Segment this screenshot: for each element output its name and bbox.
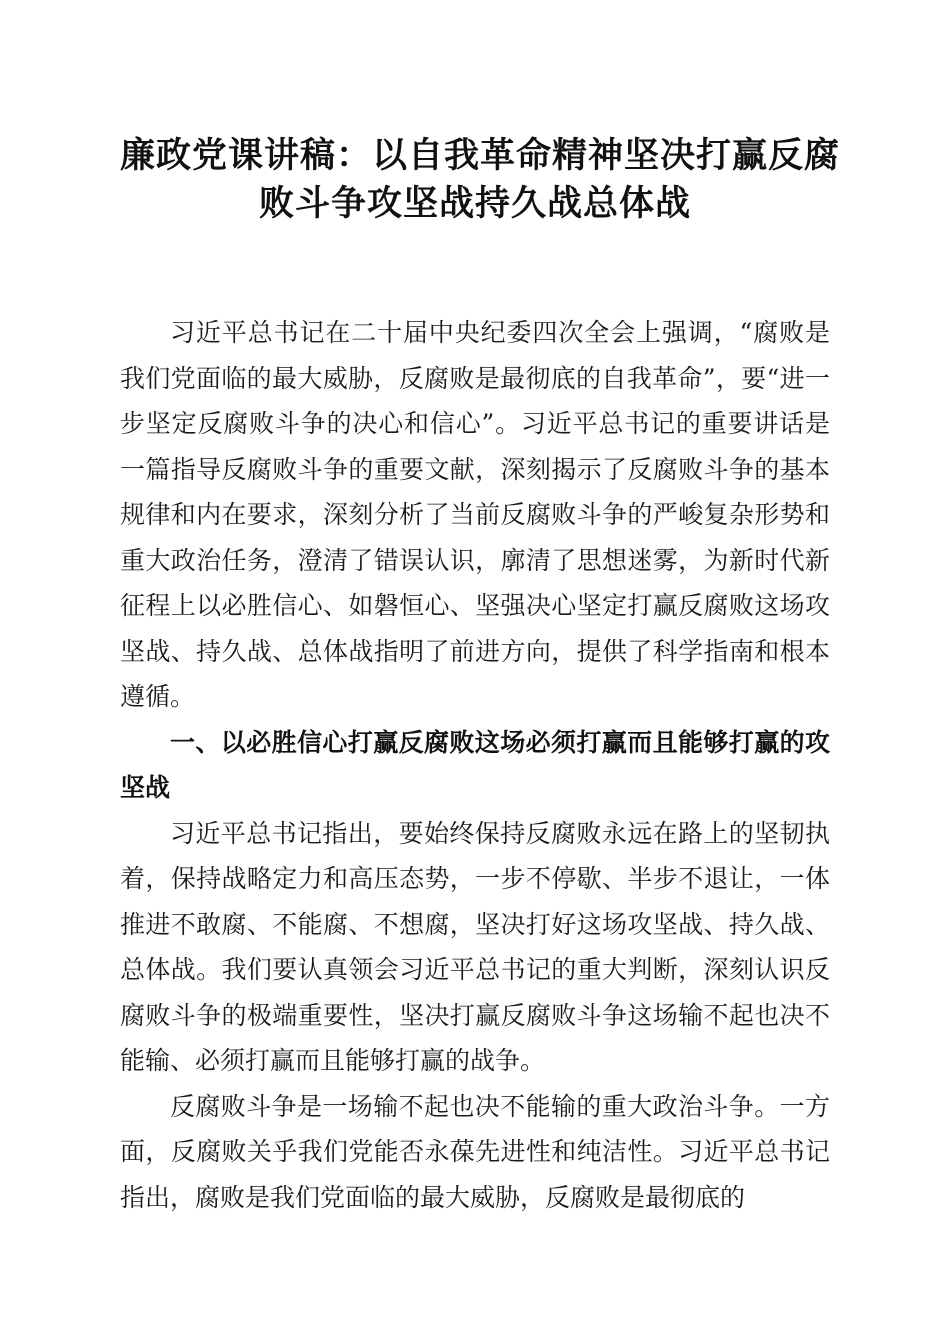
intro-paragraph: 习近平总书记在二十届中央纪委四次全会上强调，“腐败是我们党面临的最大威胁，反腐败是最彻底的自我革命”，要“进一步坚定反腐败斗争的决心和信心”。习近平总书记的重要讲话是一篇指导反腐败斗争的重要文献，深刻揭示了反腐败斗争的基本规律和内在要求，深刻分析了当前反腐败斗争的严峻复杂形势和重大政治任务，澄清了错误认识，廓清了思想迷雾，为新时代新征程上以必胜信心、如磐恒心、坚强决心坚定打赢反腐败这场攻坚战、持久战、总体战指明了前进方向，提供了科学指南和根本遵循。: [120, 318, 830, 711]
title-line-1: 廉政党课讲稿：以自我革命精神坚决打赢反腐: [120, 135, 841, 176]
document-body: [120, 310, 830, 1220]
body-paragraph-2: 反腐败斗争是一场输不起也决不能输的重大政治斗争。一方面，反腐败关乎我们党能否永葆先进性和纯洁性。习近平总书记指出，腐败是我们党面临的最大威胁，反腐败是最彻底的: [120, 1091, 830, 1212]
document-title: [120, 132, 841, 228]
document-content: [120, 132, 841, 1220]
title-line-2: 败斗争攻坚战持久战总体战: [258, 183, 691, 224]
body-paragraph-1: 习近平总书记指出，要始终保持反腐败永远在路上的坚韧执着，保持战略定力和高压态势，一步不停歇、半步不退让，一体推进不敢腐、不能腐、不想腐，坚决打好这场攻坚战、持久战、总体战。我们要认真领会习近平总书记的重大判断，深刻认识反腐败斗争的极端重要性，坚决打赢反腐败斗争这场输不起也决不能输、必须打赢而且能够打赢的战争。: [120, 818, 830, 1075]
section-heading-1: 一、以必胜信心打赢反腐败这场必须打赢而且能够打赢的攻坚战: [120, 727, 830, 802]
